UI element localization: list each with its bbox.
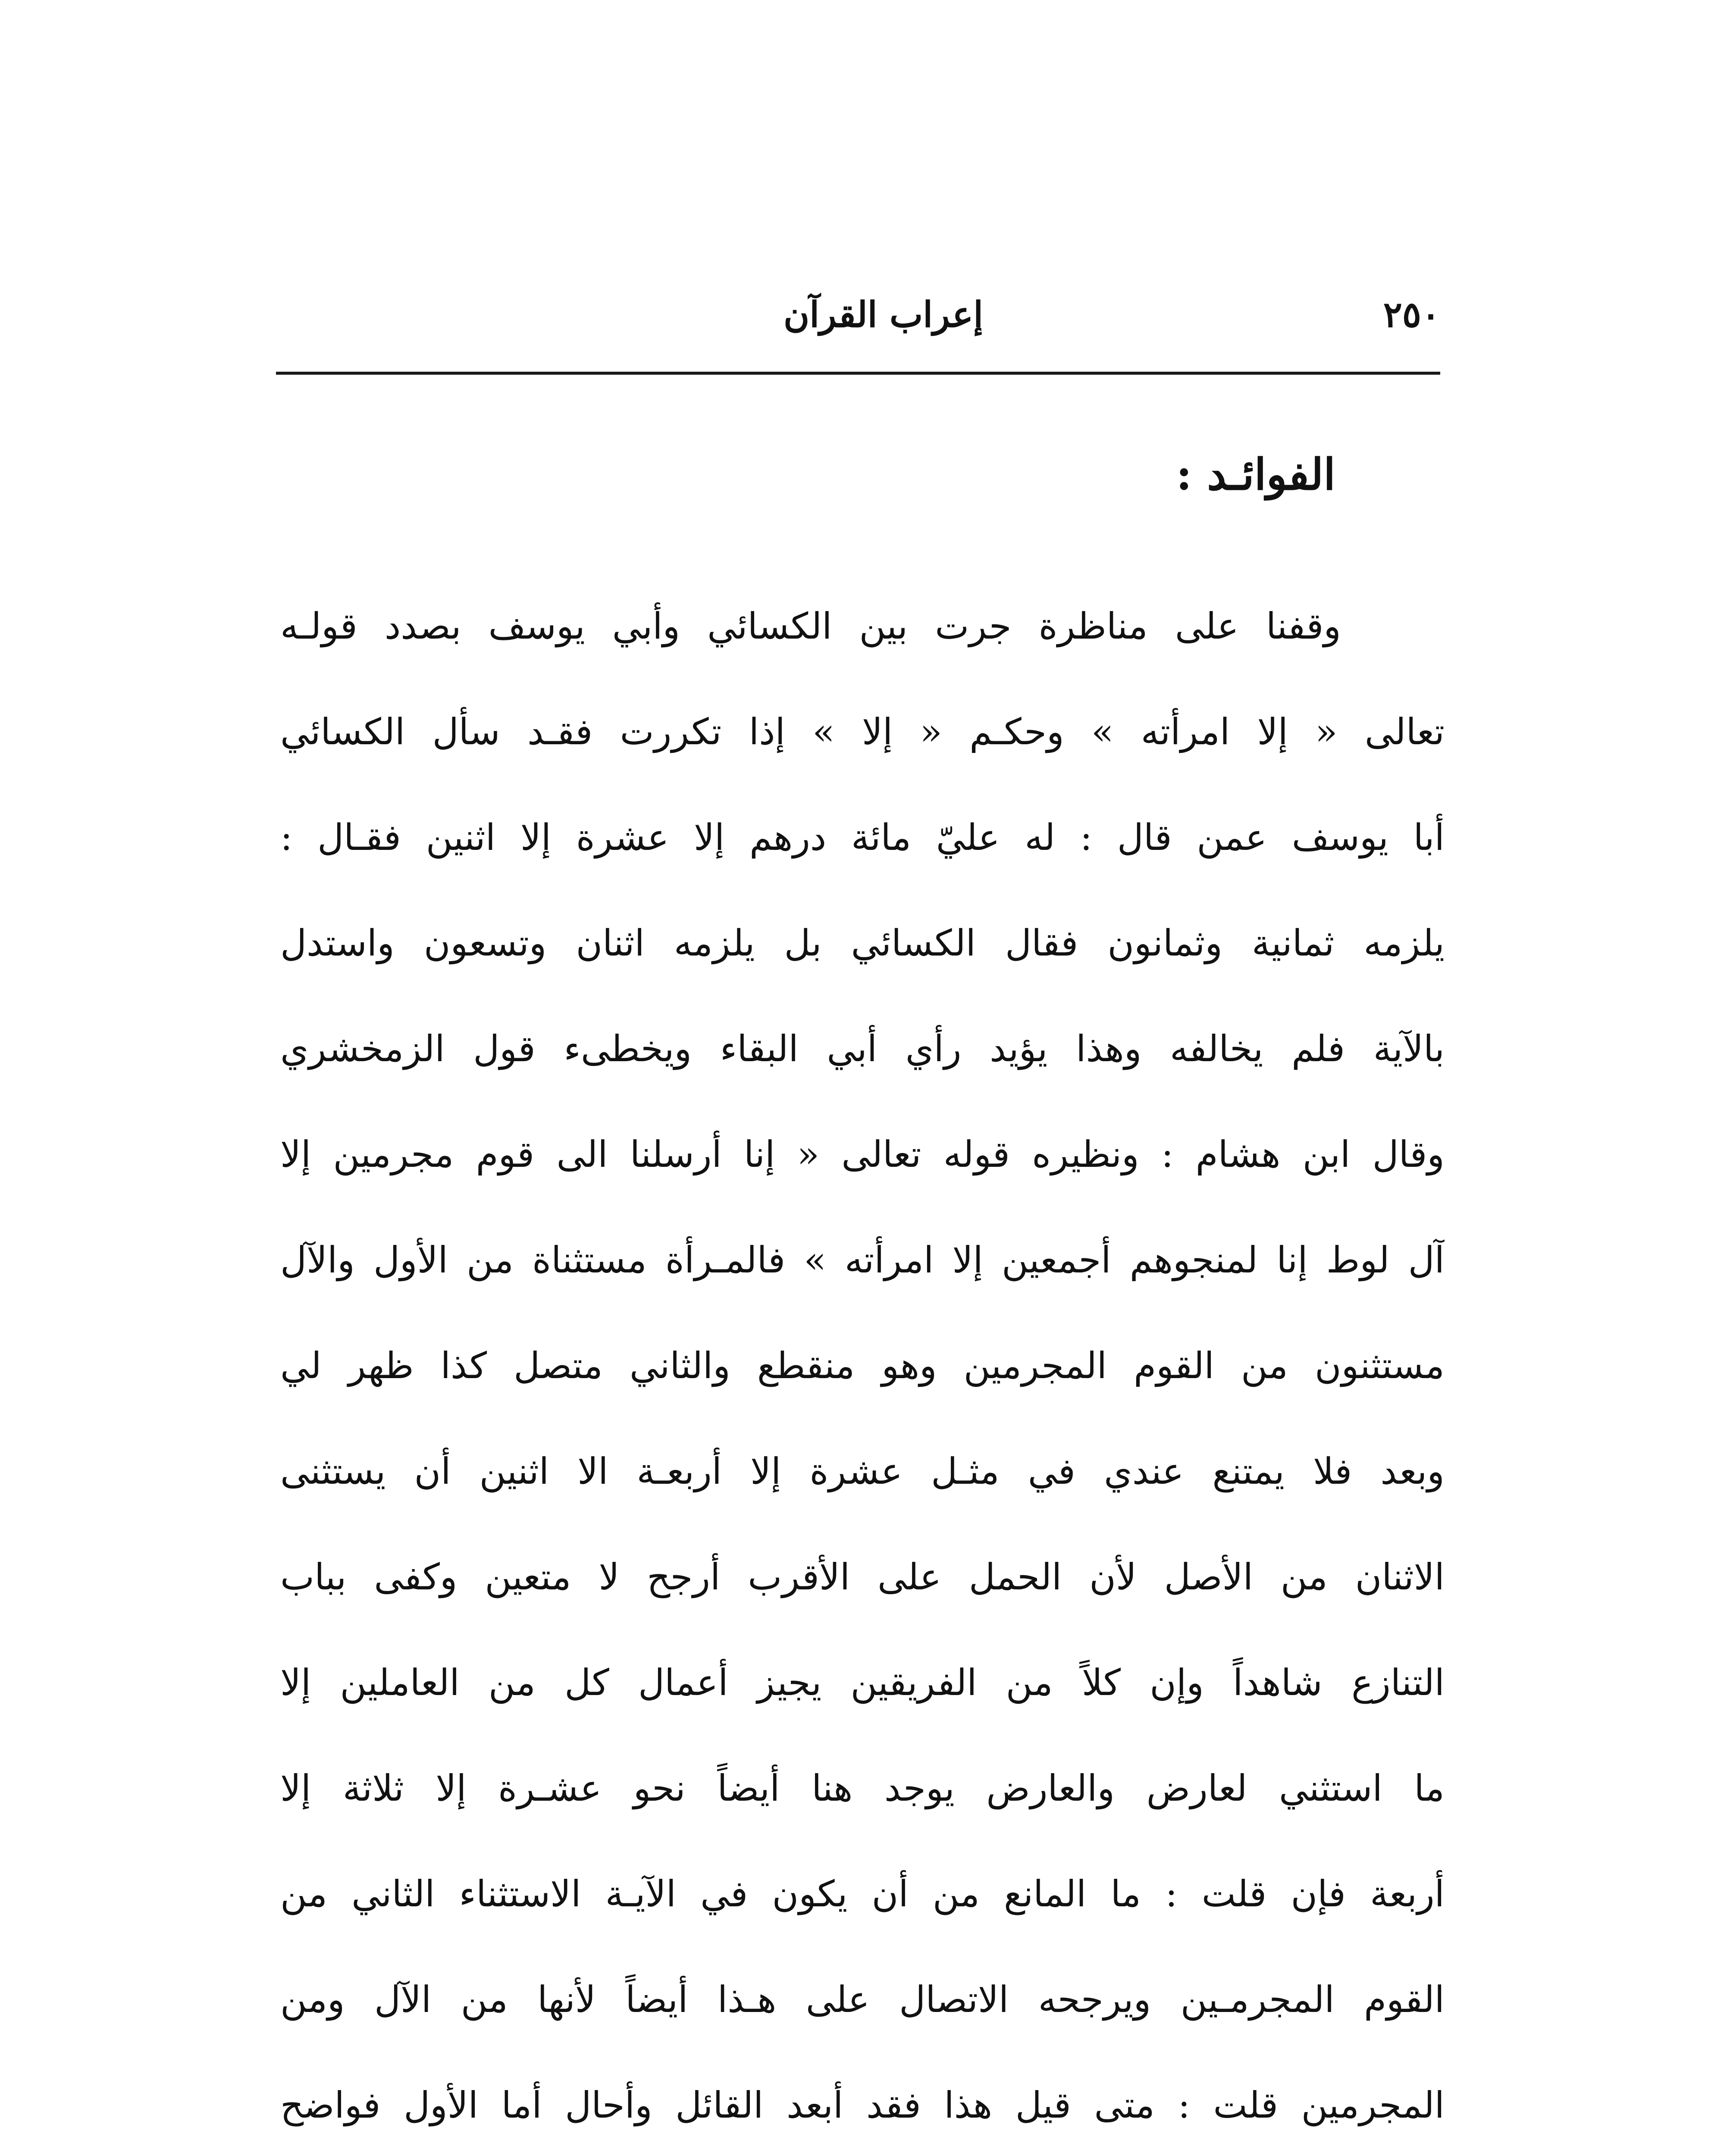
body-line: وقال ابن هشام : ونظيره قوله تعالى « إنا أرسلنا الى قوم مجرمين إلا <box>280 1133 1445 1175</box>
body-line: أربعة فإن قلت : ما المانع من أن يكون في الآيـة الاستثناء الثاني من <box>280 1873 1445 1915</box>
body-line: القوم المجرمـين ويرجحه الاتصال على هـذا أيضاً لأنها من الآل ومن <box>280 1978 1445 2021</box>
body-line: مستثنون من القوم المجرمين وهو منقطع والثاني متصل كذا ظهر لي <box>280 1344 1445 1387</box>
body-line: يلزمه ثمانية وثمانون فقال الكسائي بل يلزمه اثنان وتسعون واستدل <box>280 922 1445 964</box>
body-line: التنازع شاهداً وإن كلاً من الفريقين يجيز أعمال كل من العاملين إلا <box>280 1661 1445 1704</box>
book-title: إعراب القرآن <box>784 294 983 335</box>
body-line: الاثنان من الأصل لأن الحمل على الأقرب أرجح لا متعين وكفى بباب <box>280 1556 1445 1598</box>
body-line: أبا يوسف عمن قال : له عليّ مائة درهم إلا عشرة إلا اثنين فقـال : <box>280 816 1445 859</box>
body-text <box>280 573 1445 2156</box>
page-number: ٢٥٠ <box>1383 294 1440 335</box>
body-line: بالآية فلم يخالفه وهذا يؤيد رأي أبي البقاء ويخطىء قول الزمخشري <box>280 1028 1445 1070</box>
body-line: ما استثني لعارض والعارض يوجد هنا أيضاً نحو عشـرة إلا ثلاثة إلا <box>280 1767 1445 1809</box>
body-line: آل لوط إنا لمنجوهم أجمعين إلا امرأته » فالمـرأة مستثناة من الأول والآل <box>280 1239 1445 1281</box>
body-line: المجرمين قلت : متى قيل هذا فقد أبعد القائل وأحال أما الأول فواضح <box>280 2084 1445 2126</box>
body-line: وقفنا على مناظرة جرت بين الكسائي وأبي يوسف بصدد قولـه <box>280 605 1341 647</box>
section-heading: الفوائـد : <box>1176 449 1335 500</box>
running-header <box>276 276 1440 358</box>
header-rule <box>276 372 1440 375</box>
body-line: وبعد فلا يمتنع عندي في مثـل عشرة إلا أربعـة الا اثنين أن يستثنى <box>280 1450 1445 1492</box>
body-line: تعالى « إلا امرأته » وحكـم « إلا » إذا تكررت فقـد سأل الكسائي <box>280 711 1445 753</box>
